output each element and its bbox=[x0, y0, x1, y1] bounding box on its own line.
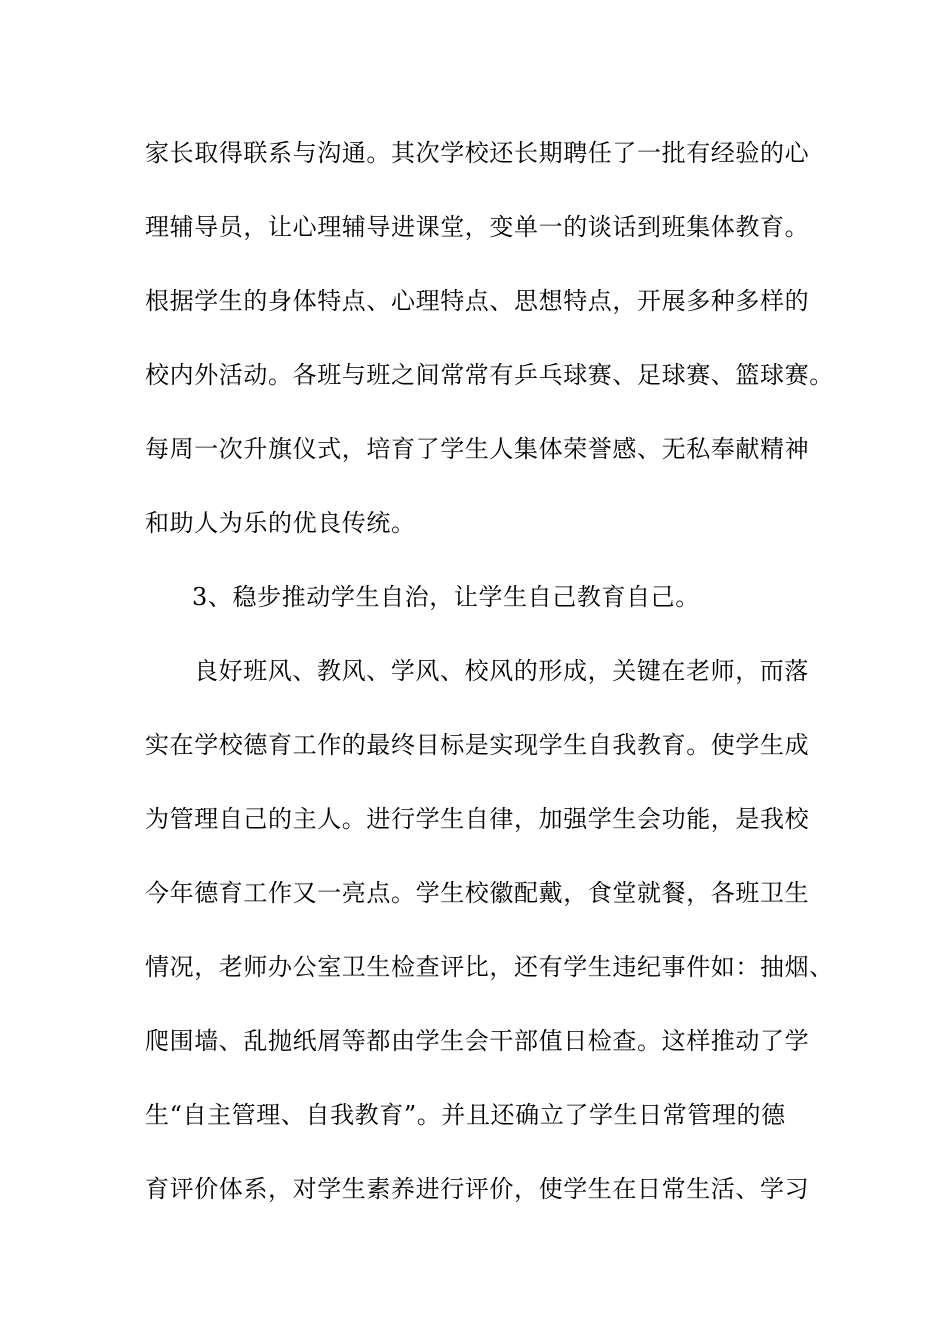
paragraph-line: 爬围墙、乱抛纸屑等都由学生会干部值日检查。这样推动了学 bbox=[145, 1027, 810, 1055]
paragraph-line: 育评价体系，对学生素养进行评价，使学生在日常生活、学习 bbox=[145, 1175, 810, 1203]
paragraph-line: 和助人为乐的优良传统。 bbox=[145, 509, 416, 537]
paragraph-first-line: 良好班风、教风、学风、校风的形成，关键在老师，而落 bbox=[194, 657, 809, 685]
paragraph-line: 今年德育工作又一亮点。学生校徽配戴，食堂就餐，各班卫生 bbox=[145, 879, 810, 907]
paragraph-line: 理辅导员，让心理辅导进课堂，变单一的谈话到班集体教育。 bbox=[145, 213, 810, 241]
section-heading: 3、稳步推动学生自治，让学生自己教育自己。 bbox=[192, 583, 700, 611]
paragraph-line: 每周一次升旗仪式，培育了学生人集体荣誉感、无私奉献精神 bbox=[145, 435, 810, 463]
paragraph-line: 校内外活动。各班与班之间常常有乒乓球赛、足球赛、篮球赛。 bbox=[145, 361, 834, 389]
paragraph-line: 情况，老师办公室卫生检查评比，还有学生违纪事件如：抽烟、 bbox=[145, 953, 834, 981]
paragraph-line: 生“自主管理、自我教育”。并且还确立了学生日常管理的德 bbox=[145, 1101, 786, 1129]
paragraph-line: 为管理自己的主人。进行学生自律，加强学生会功能，是我校 bbox=[145, 805, 810, 833]
paragraph-line: 家长取得联系与沟通。其次学校还长期聘任了一批有经验的心 bbox=[145, 139, 810, 167]
paragraph-line: 实在学校德育工作的最终目标是实现学生自我教育。使学生成 bbox=[145, 731, 810, 759]
paragraph-line: 根据学生的身体特点、心理特点、思想特点，开展多种多样的 bbox=[145, 287, 810, 315]
